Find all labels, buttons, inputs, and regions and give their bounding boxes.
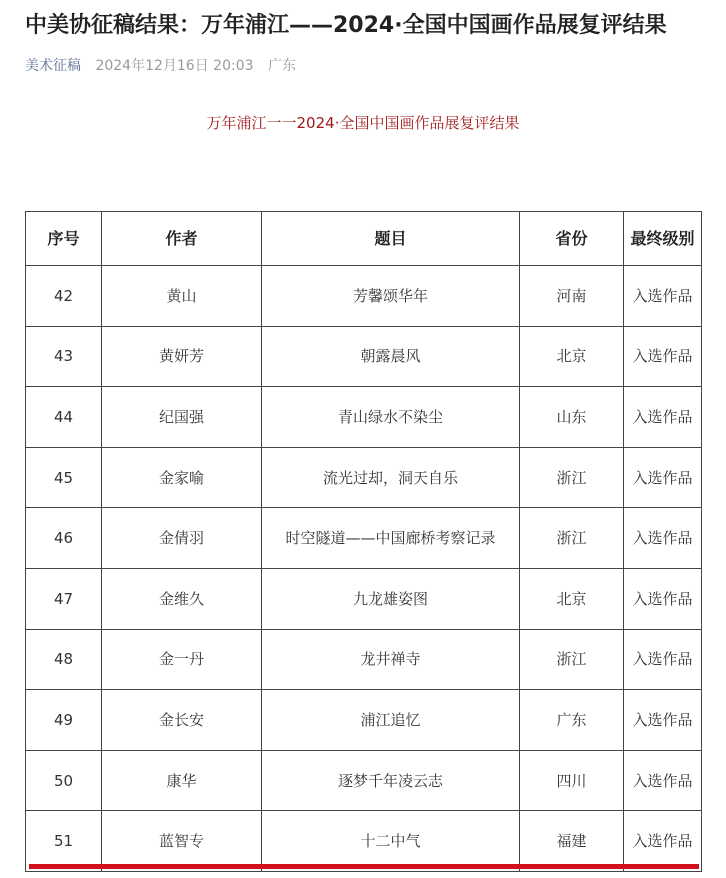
cell-title: 青山绿水不染尘 — [262, 387, 520, 448]
table-row — [26, 266, 702, 327]
cell-province: 福建 — [520, 811, 624, 872]
cell-title: 九龙雄姿图 — [262, 568, 520, 629]
cell-province: 广东 — [520, 690, 624, 751]
cell-author: 黄山 — [102, 266, 262, 327]
cell-province: 浙江 — [520, 629, 624, 690]
header-no: 序号 — [26, 212, 102, 266]
header-author: 作者 — [102, 212, 262, 266]
cell-title: 浦江追忆 — [262, 690, 520, 751]
article-title: 中美协征稿结果：万年浦江——2024·全国中国画作品展复评结果 — [25, 13, 667, 38]
table-row — [26, 568, 702, 629]
cell-no: 49 — [26, 690, 102, 751]
table-row — [26, 750, 702, 811]
cell-title: 芳馨颂华年 — [262, 266, 520, 327]
cell-level: 入选作品 — [624, 629, 702, 690]
table-row — [26, 811, 702, 872]
table-header-row — [26, 212, 702, 266]
cell-no: 43 — [26, 326, 102, 387]
cell-author: 金长安 — [102, 690, 262, 751]
cell-title: 十二中气 — [262, 811, 520, 872]
header-province: 省份 — [520, 212, 624, 266]
cell-no: 42 — [26, 266, 102, 327]
cell-author: 黄妍芳 — [102, 326, 262, 387]
cell-title: 龙井禅寺 — [262, 629, 520, 690]
cell-level: 入选作品 — [624, 447, 702, 508]
cell-no: 51 — [26, 811, 102, 872]
article-meta — [25, 56, 296, 76]
cell-title: 时空隧道——中国廊桥考察记录 — [262, 508, 520, 569]
header-level: 最终级别 — [624, 212, 702, 266]
cell-author: 纪国强 — [102, 387, 262, 448]
cell-author: 金倩羽 — [102, 508, 262, 569]
account-name-link[interactable]: 美术征稿 — [25, 58, 81, 74]
cell-author: 金一丹 — [102, 629, 262, 690]
cell-level: 入选作品 — [624, 387, 702, 448]
cell-author: 蓝智专 — [102, 811, 262, 872]
table-row — [26, 508, 702, 569]
publish-date: 2024年12月16日 20:03 — [95, 58, 254, 74]
cell-title: 逐梦千年凌云志 — [262, 750, 520, 811]
cell-level: 入选作品 — [624, 508, 702, 569]
cell-no: 46 — [26, 508, 102, 569]
cell-author: 金家喻 — [102, 447, 262, 508]
cell-level: 入选作品 — [624, 568, 702, 629]
cell-province: 北京 — [520, 326, 624, 387]
table-row — [26, 326, 702, 387]
cell-province: 浙江 — [520, 447, 624, 508]
cell-no: 44 — [26, 387, 102, 448]
cell-province: 浙江 — [520, 508, 624, 569]
article-subtitle: 万年浦江一一2024·全国中国画作品展复评结果 — [206, 114, 520, 132]
cell-province: 河南 — [520, 266, 624, 327]
table-body — [26, 266, 702, 872]
cell-no: 50 — [26, 750, 102, 811]
cell-province: 北京 — [520, 568, 624, 629]
cell-level: 入选作品 — [624, 750, 702, 811]
cell-author: 康华 — [102, 750, 262, 811]
table-row — [26, 387, 702, 448]
red-highlight-line — [29, 864, 699, 869]
cell-no: 47 — [26, 568, 102, 629]
cell-level: 入选作品 — [624, 690, 702, 751]
cell-author: 金维久 — [102, 568, 262, 629]
cell-no: 45 — [26, 447, 102, 508]
results-table — [25, 211, 702, 872]
table-row — [26, 629, 702, 690]
table-row — [26, 690, 702, 751]
cell-title: 朝露晨风 — [262, 326, 520, 387]
table-row — [26, 447, 702, 508]
cell-level: 入选作品 — [624, 266, 702, 327]
cell-level: 入选作品 — [624, 811, 702, 872]
cell-province: 四川 — [520, 750, 624, 811]
cell-level: 入选作品 — [624, 326, 702, 387]
header-title: 题目 — [262, 212, 520, 266]
publish-location: 广东 — [267, 58, 296, 74]
cell-title: 流光过却，洞天自乐 — [262, 447, 520, 508]
cell-province: 山东 — [520, 387, 624, 448]
cell-no: 48 — [26, 629, 102, 690]
